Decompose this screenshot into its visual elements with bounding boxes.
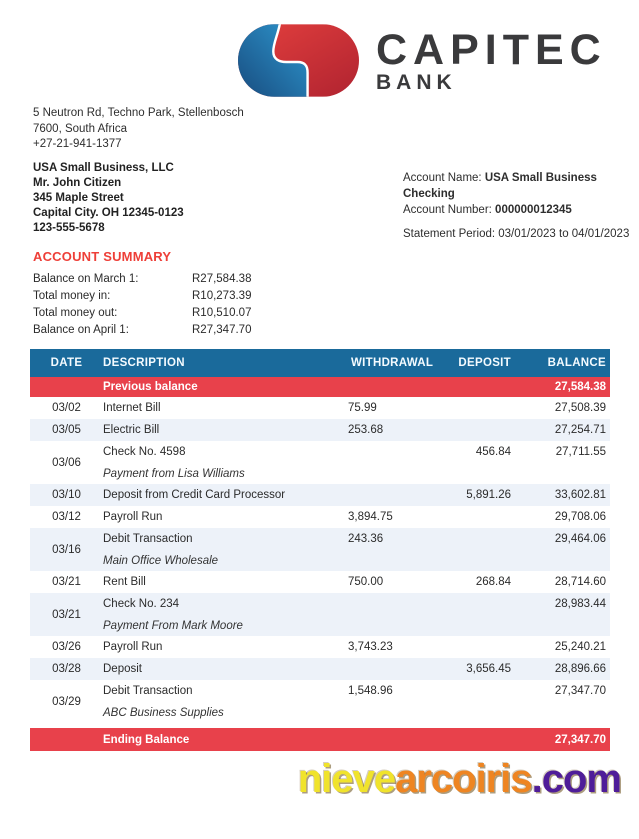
table-row [30, 680, 610, 723]
cell-withdrawal: 3,894.75 [348, 511, 393, 523]
summary-value: R27,347.70 [192, 324, 252, 336]
cell-deposit [455, 528, 511, 571]
cell-date: 03/10 [52, 489, 81, 501]
brand-text [376, 25, 607, 94]
customer-address-line: 345 Maple Street [33, 192, 124, 204]
cell-withdrawal [348, 484, 455, 506]
bank-address-line: 5 Neutron Rd, Techno Park, Stellenbosch [33, 107, 244, 119]
capitec-logo-mark-icon [238, 24, 359, 97]
description-main: Internet Bill [103, 401, 161, 414]
cell-deposit: 456.84 [475, 446, 511, 458]
bank-address-line: +27-21-941-1377 [33, 138, 122, 150]
account-name-row [403, 170, 639, 202]
cell-date: 03/02 [52, 402, 81, 414]
summary-row [33, 305, 251, 322]
summary-label: Balance on April 1: [33, 324, 129, 336]
summary-row [33, 288, 251, 305]
cell-description [103, 484, 348, 506]
cell-date: 03/06 [52, 456, 81, 469]
bank-address-line: 7600, South Africa [33, 122, 127, 135]
summary-label: Total money out: [33, 307, 118, 319]
cell-description [103, 419, 348, 441]
description-sub: Main Office Wholesale [103, 555, 219, 567]
account-info [403, 170, 639, 242]
table-row [30, 484, 610, 506]
customer-address [33, 161, 184, 236]
cell-withdrawal [348, 658, 455, 680]
transactions-table [30, 349, 610, 751]
cell-deposit [455, 419, 511, 441]
description-sub: Payment from Lisa Williams [103, 468, 245, 480]
cell-balance: 27,347.70 [554, 685, 606, 697]
header-balance: BALANCE [547, 357, 606, 369]
cell-withdrawal: 75.99 [348, 402, 377, 414]
statement-period: Statement Period: 03/01/2023 to 04/01/2023 [403, 228, 630, 240]
account-number-label: Account Number: [403, 204, 496, 216]
previous-balance-row [30, 377, 610, 397]
cell-withdrawal: 253.68 [348, 424, 384, 436]
cell-balance: 28,896.66 [554, 663, 606, 675]
description-main: Check No. 4598 [103, 446, 186, 458]
cell-balance: 25,240.21 [554, 641, 606, 653]
capitec-logo [238, 24, 607, 97]
ending-balance-label: Ending Balance [103, 733, 190, 746]
cell-withdrawal: 1,548.96 [348, 685, 393, 697]
ending-balance-value: 27,347.70 [554, 733, 606, 746]
cell-withdrawal: 3,743.23 [348, 641, 393, 653]
summary-value: R27,584.38 [192, 273, 252, 285]
summary-label: Balance on March 1: [33, 273, 139, 285]
account-summary-title: ACCOUNT SUMMARY [33, 249, 172, 264]
cell-balance: 27,711.55 [555, 446, 606, 458]
cell-description [103, 506, 348, 528]
account-name-value: USA Small Business Checking [403, 172, 597, 200]
table-row [30, 571, 610, 593]
description-main: Debit Transaction [103, 685, 193, 697]
header-withdrawal: WITHDRAWAL [351, 357, 434, 369]
cell-description [103, 593, 348, 636]
table-row [30, 658, 610, 680]
description-sub: Payment From Mark Moore [103, 620, 243, 632]
table-body [30, 397, 610, 723]
description-main: Deposit from Credit Card Processor [103, 488, 286, 501]
cell-deposit: 5,891.26 [466, 489, 511, 501]
cell-deposit: 268.84 [475, 576, 511, 588]
cell-withdrawal [348, 441, 455, 484]
table-row [30, 441, 610, 484]
summary-row [33, 271, 251, 288]
cell-balance: 27,508.39 [554, 402, 606, 414]
cell-deposit: 3,656.45 [466, 663, 511, 675]
summary-label: Total money in: [33, 290, 111, 302]
cell-balance: 29,708.06 [554, 511, 606, 523]
cell-date: 03/28 [52, 663, 81, 675]
customer-address-line: USA Small Business, LLC [33, 162, 174, 174]
table-row [30, 636, 610, 658]
description-main: Deposit [103, 662, 142, 675]
cell-date: 03/29 [52, 695, 81, 708]
cell-deposit [455, 506, 511, 528]
watermark-nievearcoiris [298, 757, 621, 802]
header-date: DATE [50, 357, 83, 369]
brand-name: CAPITEC [376, 25, 607, 74]
cell-description [103, 528, 348, 571]
customer-address-line: Capital City. OH 12345-0123 [33, 207, 184, 219]
cell-description [103, 441, 348, 484]
cell-balance: 29,464.06 [554, 533, 606, 545]
table-header-row [30, 349, 610, 377]
account-summary-table [33, 271, 251, 339]
cell-withdrawal: 243.36 [348, 533, 384, 545]
description-main: Rent Bill [103, 575, 146, 588]
header-deposit: DEPOSIT [458, 357, 511, 369]
cell-description [103, 658, 348, 680]
customer-address-line: 123-555-5678 [33, 222, 105, 234]
bank-address [33, 106, 244, 153]
summary-value: R10,273.39 [192, 290, 252, 302]
account-number-row [403, 202, 639, 218]
ending-balance-row [30, 728, 610, 751]
cell-description [103, 680, 348, 723]
cell-description [103, 571, 348, 593]
watermark-segment: nieve [297, 757, 396, 801]
cell-balance: 33,602.81 [554, 489, 606, 501]
table-row [30, 528, 610, 571]
cell-date: 03/26 [52, 641, 81, 653]
previous-balance-value: 27,584.38 [554, 381, 606, 393]
description-main: Payroll Run [103, 510, 163, 523]
summary-row [33, 322, 251, 339]
account-number-value: 000000012345 [495, 204, 572, 216]
description-main: Check No. 234 [103, 598, 180, 610]
cell-withdrawal [348, 593, 455, 636]
table-row [30, 506, 610, 528]
cell-date: 03/16 [52, 543, 81, 556]
cell-date: 03/21 [52, 576, 81, 588]
cell-balance: 28,983.44 [554, 598, 606, 610]
cell-description [103, 636, 348, 658]
summary-value: R10,510.07 [192, 307, 252, 319]
cell-deposit [455, 636, 511, 658]
brand-sub: BANK [376, 70, 457, 94]
description-sub: ABC Business Supplies [103, 707, 224, 719]
description-main: Debit Transaction [103, 533, 193, 545]
previous-balance-label: Previous balance [103, 381, 198, 393]
cell-deposit [455, 680, 511, 723]
cell-deposit [455, 397, 511, 419]
table-row [30, 419, 610, 441]
cell-description [103, 397, 348, 419]
description-main: Electric Bill [103, 423, 160, 436]
cell-withdrawal: 750.00 [348, 576, 384, 588]
account-name-label: Account Name: [403, 172, 485, 184]
table-row [30, 397, 610, 419]
cell-date: 03/05 [52, 424, 81, 436]
description-main: Payroll Run [103, 640, 163, 653]
cell-date: 03/12 [52, 511, 81, 523]
customer-address-line: Mr. John Citizen [33, 177, 122, 189]
table-row [30, 593, 610, 636]
cell-balance: 28,714.60 [554, 576, 606, 588]
watermark-segment: arcoiris [395, 757, 532, 801]
cell-deposit [455, 593, 511, 636]
watermark-segment: .com [531, 757, 621, 801]
header-description: DESCRIPTION [103, 357, 185, 369]
cell-balance: 27,254.71 [554, 424, 606, 436]
cell-date: 03/21 [52, 608, 81, 621]
